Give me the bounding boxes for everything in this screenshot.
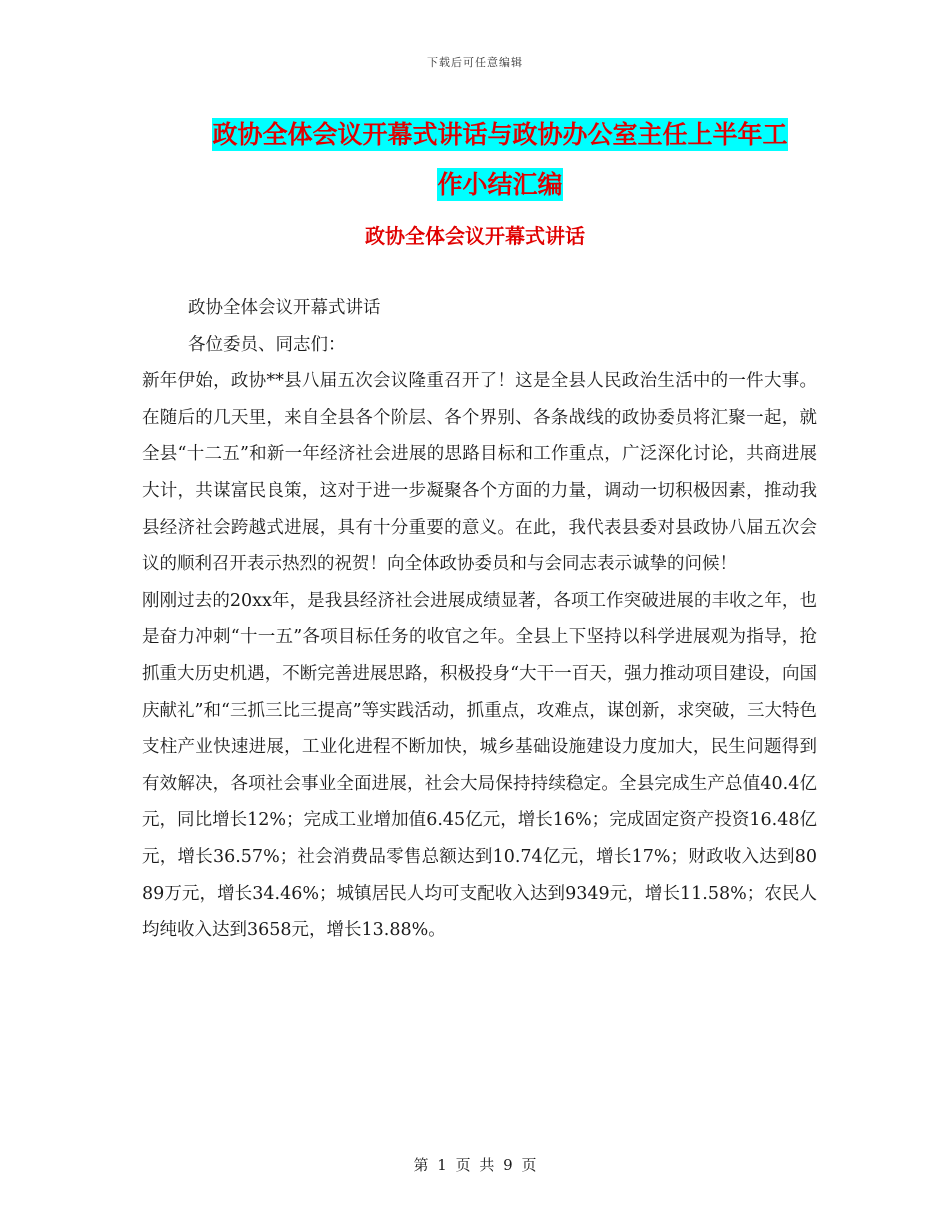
page-footer: 第 1 页 共 9 页	[413, 1156, 537, 1174]
section-title: 政协全体会议开幕式讲话	[365, 224, 585, 248]
document-title	[150, 110, 850, 210]
salutation: 各位委员、同志们：	[188, 334, 346, 355]
header-note: 下载后可任意编辑	[427, 56, 523, 69]
document-body	[142, 290, 817, 949]
document-title-line-1: 政协全体会议开幕式讲话与政协办公室主任上半年工	[212, 120, 788, 149]
body-paragraph: 刚刚过去的20xx年，是我县经济社会进展成绩显著，各项工作突破进展的丰收之年，也是奋力冲刺“十一五”各项目标任务的收官之年。全县上下坚持以科学进展观为指导，抢抓重大历史机遇，不断完善进展思路，积极投身“大干一百天，强力推动项目建设，向国庆献礼”和“三抓三比三提高”等实践活动，抓重点，攻难点，谋创新，求突破，三大特色支柱产业快速进展，工业化进程不断加快，城乡基础设施建设力度加大，民生问题得到有效解决，各项社会事业全面进展，社会大局保持持续稳定。全县完成生产总值40.4亿元，同比增长12%；完成工业增加值6.45亿元，增长16%；完成固定资产投资16.48亿元，增长36.57%；社会消费品零售总额达到10.74亿元，增长17%；财政收入达到8089万元，增长34.46%；城镇居民人均可支配收入达到9349元，增长11.58%；农民人均纯收入达到3658元，增长13.88%。	[142, 590, 817, 941]
speech-heading: 政协全体会议开幕式讲话	[188, 298, 381, 318]
document-title-line-2: 作小结汇编	[437, 170, 563, 199]
body-paragraph: 新年伊始，政协**县八届五次会议隆重召开了！这是全县人民政治生活中的一件大事。在随后的几天里，来自全县各个阶层、各个界别、各条战线的政协委员将汇聚一起，就全县“十二五”和新一年经济社会进展的思路目标和工作重点，广泛深化讨论，共商进展大计，共谋富民良策，这对于进一步凝聚各个方面的力量，调动一切积极因素，推动我县经济社会跨越式进展，具有十分重要的意义。在此，我代表县委对县政协八届五次会议的顺利召开表示热烈的祝贺！向全体政协委员和与会同志表示诚挚的问候！	[142, 371, 817, 575]
